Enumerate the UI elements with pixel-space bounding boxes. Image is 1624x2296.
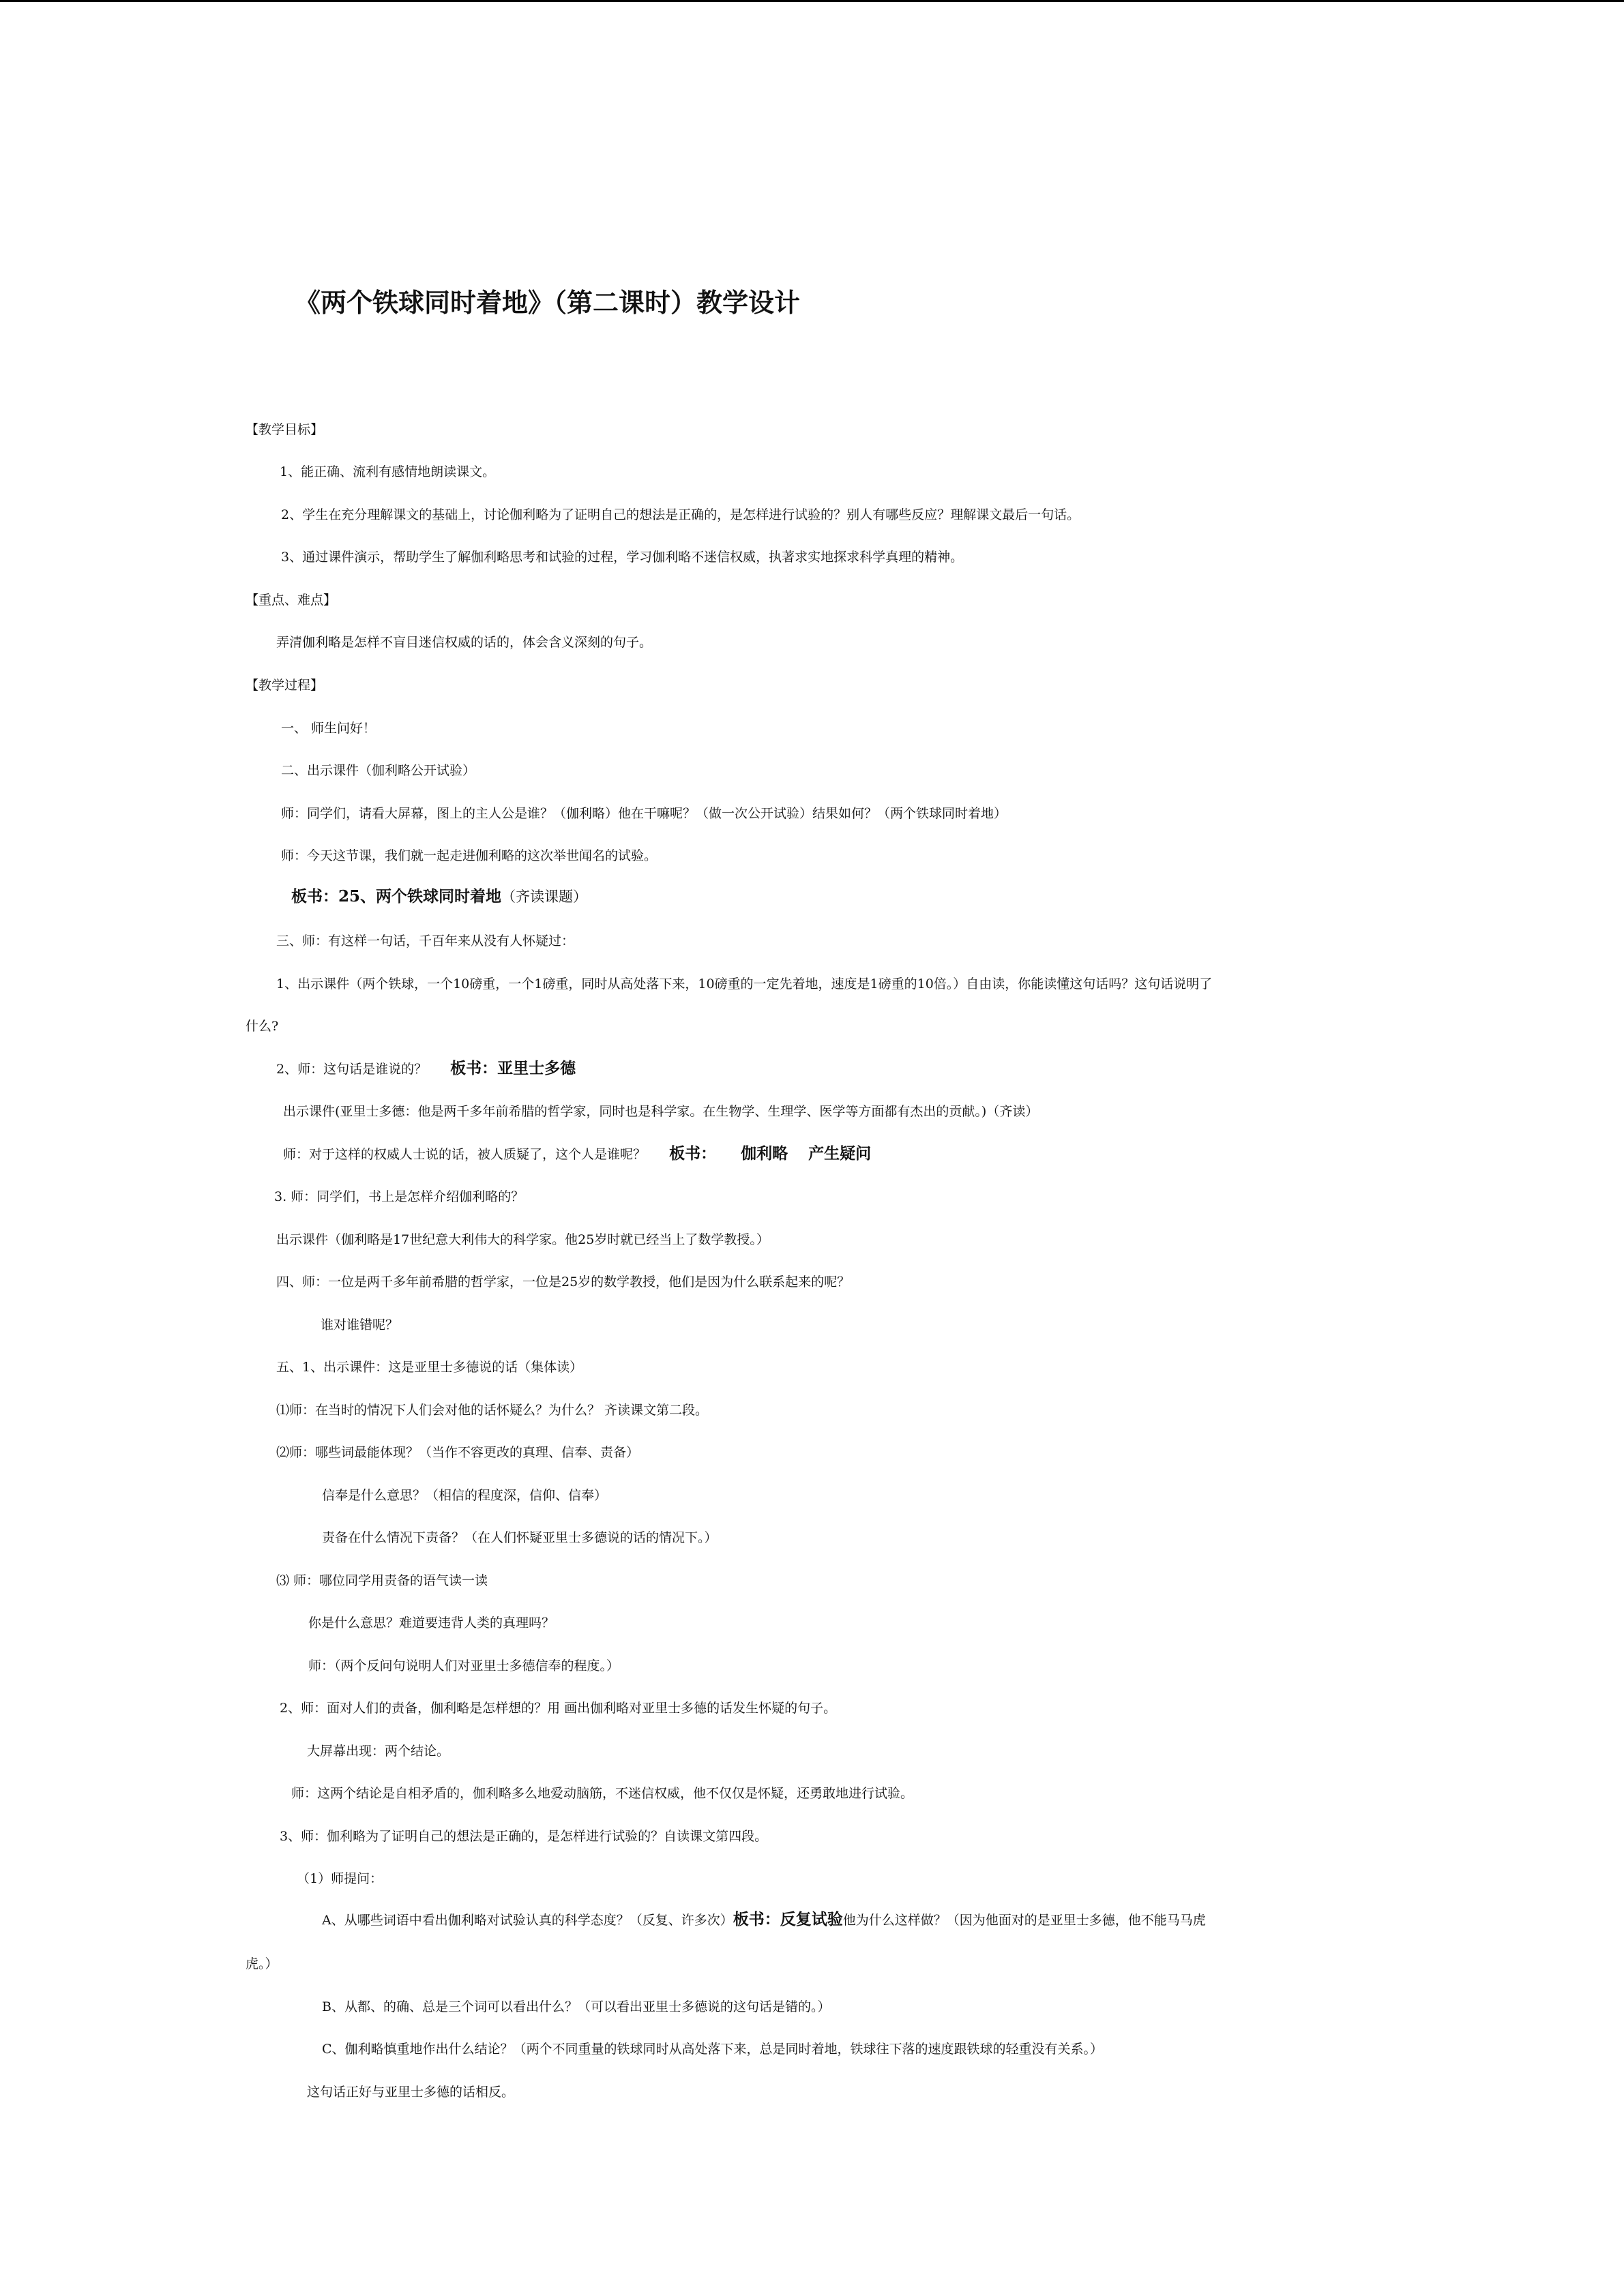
paragraph-text: 你是什么意思？难道要违背人类的真理吗？ (308, 1615, 555, 1630)
paragraph-text: ⑴师：在当时的情况下人们会对他的话怀疑么？为什么？ 齐读课文第二段。 (276, 1403, 709, 1418)
goal-item-1: 1、能正确、流利有感情地朗读课文。 (280, 464, 496, 479)
paragraph-text: 责备在什么情况下责备？（在人们怀疑亚里士多德说的话的情况下。） (322, 1530, 718, 1545)
section-heading-goals: 【教学目标】 (246, 422, 324, 437)
board-note-3-label: 板书： (669, 1144, 717, 1163)
process-step-4: 四、师：一位是两千多年前希腊的哲学家，一位是25岁的数学教授，他们是因为什么联系起来的呢？ (276, 1274, 851, 1289)
process-step-5: 五、1、出示课件：这是亚里士多德说的话（集体读） (276, 1360, 583, 1375)
paragraph-text: B、从都、的确、总是三个词可以看出什么？（可以看出亚里士多德说的这句话是错的。） (322, 1999, 831, 2014)
paragraph-text: 3. 师：同学们，书上是怎样介绍伽利略的？ (274, 1189, 525, 1204)
paragraph-line (276, 1060, 576, 1077)
paragraph-text: 信奉是什么意思？（相信的程度深，信仰、信奉） (322, 1488, 608, 1503)
keypoint-text: 弄清伽利略是怎样不盲目迷信权威的话的，体会含义深刻的句子。 (276, 635, 653, 650)
paragraph-text: 出示课件(亚里士多德：他是两千多年前希腊的哲学家，同时也是科学家。在生物学、生理学、医学等方面都有杰出的贡献。)（齐读） (283, 1104, 1039, 1119)
paragraph-text: （1）师提问： (297, 1871, 383, 1886)
paragraph-text: 他为什么这样做？（因为他面对的是亚里士多德，他不能马马虎 (842, 1913, 1206, 1928)
board-note-3-name: 伽利略 (741, 1144, 788, 1163)
paragraph-text: A、从哪些词语中看出伽利略对试验认真的科学态度？（反复、许多次） (322, 1913, 733, 1928)
paragraph-text: 3、师：伽利略为了证明自己的想法是正确的，是怎样进行试验的？自读课文第四段。 (280, 1829, 768, 1844)
board-title-suffix: （齐读课题） (501, 889, 588, 905)
board-note-4: 板书：反复试验 (733, 1910, 843, 1928)
top-border-line (0, 0, 1624, 2)
paragraph-text: 师：（两个反问句说明人们对亚里士多德信奉的程度。） (308, 1658, 620, 1673)
paragraph-text: 虎。） (246, 1956, 278, 1971)
board-note-2: 板书：亚里士多德 (450, 1059, 576, 1077)
document-title: 《两个铁球同时着地》（第二课时）教学设计 (295, 287, 801, 318)
process-step-3: 三、师：有这样一句话，千百年来从没有人怀疑过： (276, 934, 575, 949)
paragraph-text: 1、出示课件（两个铁球，一个10磅重，一个1磅重，同时从高处落下来，10磅重的一定先着地，速度是1磅重的10倍。）自由读，你能读懂这句话吗？这句话说明了 (276, 976, 1213, 992)
paragraph-text: 师：这两个结论是自相矛盾的，伽利略多么地爱动脑筋，不迷信权威，他不仅仅是怀疑，还勇敢地进行试验。 (291, 1786, 914, 1801)
paragraph-line (283, 1146, 871, 1163)
paragraph-text: 2、师：面对人们的责备，伽利略是怎样想的？用 画出伽利略对亚里士多德的话发生怀疑的句子。 (280, 1701, 837, 1716)
goal-item-3: 3、通过课件演示，帮助学生了解伽利略思考和试验的过程，学习伽利略不迷信权威，执著求实地探求科学真理的精神。 (281, 550, 964, 565)
paragraph-text: 2、师：这句话是谁说的？ (276, 1062, 428, 1077)
paragraph-text: 师：同学们，请看大屏幕，图上的主人公是谁？（伽利略）他在干嘛呢？（做一次公开试验）结果如何？（两个铁球同时着地） (281, 806, 1007, 821)
paragraph-text: 什么? (246, 1019, 279, 1034)
paragraph-text: 大屏幕出现：两个结论。 (307, 1744, 450, 1759)
goal-item-2: 2、学生在充分理解课文的基础上，讨论伽利略为了证明自己的想法是正确的，是怎样进行试验的？别人有哪些反应？理解课文最后一句话。 (281, 507, 1080, 522)
paragraph-text: 师：对于这样的权威人士说的话，被人质疑了，这个人是谁呢？ (283, 1147, 647, 1162)
paragraph-text: ⑵师：哪些词最能体现？（当作不容更改的真理、信奉、责备） (276, 1445, 640, 1460)
board-note-3-text: 产生疑问 (808, 1144, 872, 1163)
paragraph-text: C、伽利略慎重地作出什么结论？（两个不同重量的铁球同时从高处落下来，总是同时着地，铁球往下落的速度跟铁球的轻重没有关系。） (322, 2042, 1104, 2057)
board-note-1 (291, 889, 587, 906)
paragraph-text: 这句话正好与亚里士多德的话相反。 (307, 2085, 515, 2100)
paragraph-text: 师：今天这节课，我们就一起走进伽利略的这次举世闻名的试验。 (281, 848, 658, 863)
process-step-1: 一、 师生问好！ (281, 721, 377, 736)
section-heading-process: 【教学过程】 (246, 678, 324, 693)
paragraph-line (322, 1911, 1206, 1928)
section-heading-keypoints: 【重点、难点】 (246, 593, 337, 608)
board-title-text: 板书：25、两个铁球同时着地 (291, 887, 502, 906)
paragraph-text: 出示课件（伽利略是17世纪意大利伟大的科学家。他25岁时就已经当上了数学教授。） (276, 1232, 769, 1247)
paragraph-text: 谁对谁错呢？ (321, 1317, 399, 1332)
paragraph-text: ⑶ 师：哪位同学用责备的语气读一读 (276, 1573, 488, 1588)
process-step-2: 二、出示课件（伽利略公开试验） (281, 763, 476, 778)
